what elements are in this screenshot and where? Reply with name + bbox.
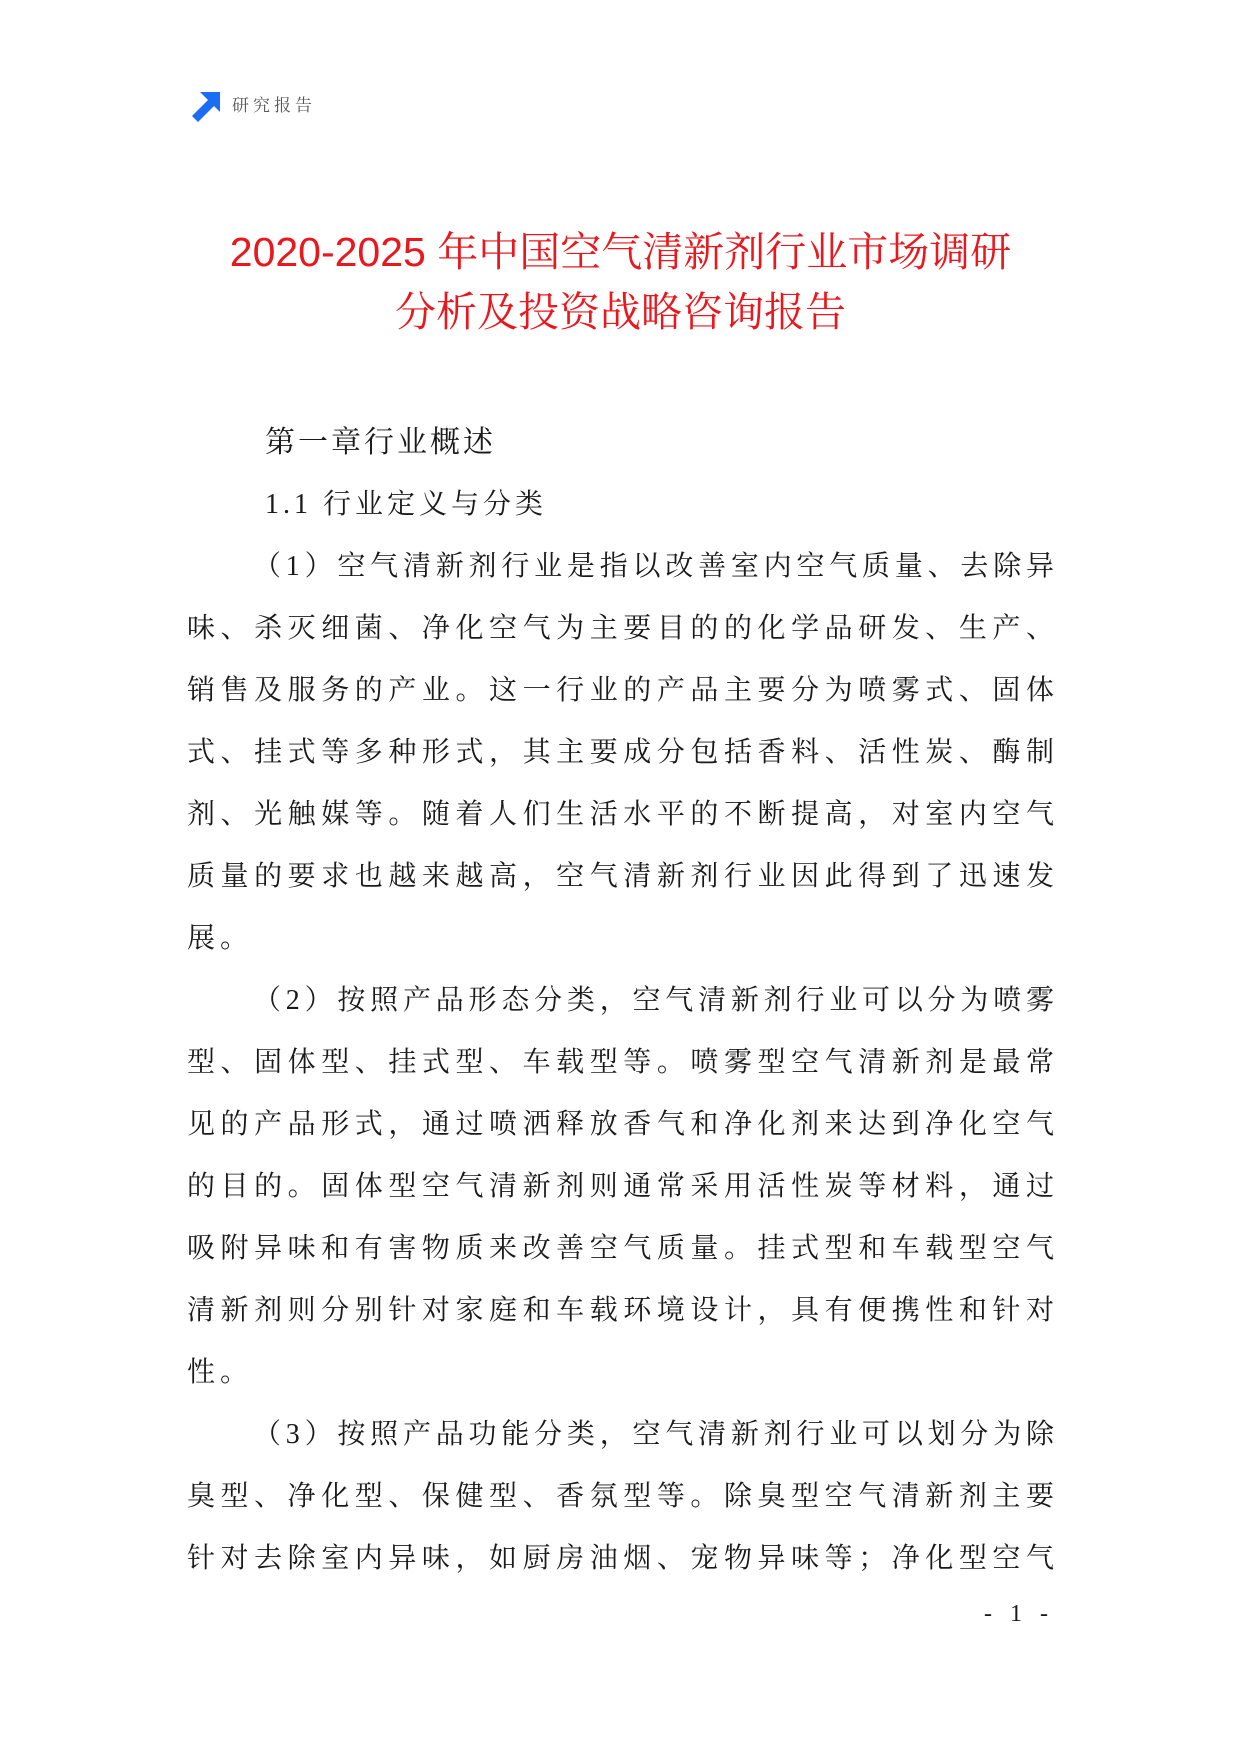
paragraph-line: 质量的要求也越来越高，空气清新剂行业因此得到了迅速发 <box>187 861 1054 892</box>
paragraph-line: 性。 <box>187 1357 254 1388</box>
paragraph-line: （1）空气清新剂行业是指以改善室内空气质量、去除异 <box>253 551 1054 582</box>
paragraph-line: 臭型、净化型、保健型、香氛型等。除臭型空气清新剂主要 <box>187 1481 1054 1512</box>
paragraph-line: 吸附异味和有害物质来改善空气质量。挂式型和车载型空气 <box>187 1233 1054 1264</box>
paragraph-line: 式、挂式等多种形式，其主要成分包括香料、活性炭、酶制 <box>187 737 1054 768</box>
paragraph-line: 的目的。固体型空气清新剂则通常采用活性炭等材料，通过 <box>187 1171 1054 1202</box>
page-number: - 1 - <box>984 1601 1054 1627</box>
report-title-line: 分析及投资战略咨询报告 <box>395 289 846 335</box>
section-heading: 1.1 行业定义与分类 <box>265 489 548 520</box>
paragraph-line: 展。 <box>187 923 254 954</box>
paragraph-line: 清新剂则分别针对家庭和车载环境设计，具有便携性和针对 <box>187 1295 1054 1326</box>
paragraph <box>187 1404 1054 1590</box>
paragraph-line: 剂、光触媒等。随着人们生活水平的不断提高，对室内空气 <box>187 799 1054 830</box>
report-title <box>0 222 1241 342</box>
logo-arrow-icon <box>190 90 222 122</box>
paragraph-line: 销售及服务的产业。这一行业的产品主要分为喷雾式、固体 <box>187 675 1054 706</box>
report-title-line: 2020-2025 年中国空气清新剂行业市场调研 <box>229 229 1012 275</box>
paragraph-line: （2）按照产品形态分类，空气清新剂行业可以分为喷雾 <box>253 985 1054 1016</box>
paragraph <box>187 970 1054 1404</box>
chapter-heading: 第一章行业概述 <box>265 426 496 459</box>
paragraph-line: 味、杀灭细菌、净化空气为主要目的的化学品研发、生产、 <box>187 613 1054 644</box>
paragraph-line: 针对去除室内异味，如厨房油烟、宠物异味等；净化型空气 <box>187 1543 1054 1574</box>
paragraph-line: 型、固体型、挂式型、车载型等。喷雾型空气清新剂是最常 <box>187 1047 1054 1078</box>
document-body <box>187 412 1054 1590</box>
header-label: 研究报告 <box>232 96 316 115</box>
paragraph-line: 见的产品形式，通过喷洒释放香气和净化剂来达到净化空气 <box>187 1109 1054 1140</box>
paragraph <box>187 536 1054 970</box>
paragraph-line: （3）按照产品功能分类，空气清新剂行业可以划分为除 <box>253 1419 1054 1450</box>
